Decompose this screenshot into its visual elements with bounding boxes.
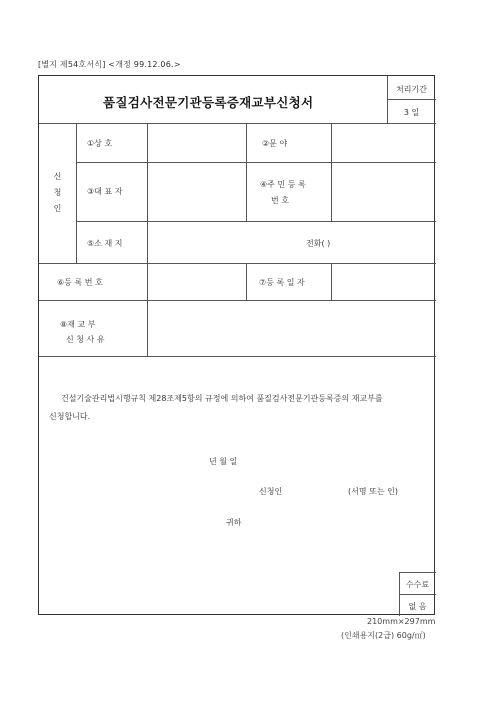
row-divider-1 bbox=[76, 162, 436, 163]
fee-divider bbox=[399, 594, 436, 595]
fee-label: 수수료 bbox=[405, 580, 430, 589]
processing-divider bbox=[387, 99, 436, 100]
row-divider-2 bbox=[76, 221, 436, 222]
applicant-label-2: 청 bbox=[53, 188, 62, 197]
processing-period-value: 3 일 bbox=[403, 108, 420, 117]
row-divider-4 bbox=[39, 300, 436, 301]
application-form bbox=[38, 75, 435, 615]
value-col-divider-mid bbox=[246, 123, 247, 221]
processing-period-label: 처리기간 bbox=[396, 85, 427, 94]
applicant-signature-label: 신청인 bbox=[259, 487, 283, 496]
resident-number-label-2: 번 호 bbox=[271, 196, 289, 205]
fee-top-divider bbox=[399, 572, 436, 573]
label-col-divider-right-2 bbox=[331, 263, 332, 300]
label-col-divider-left bbox=[147, 123, 148, 356]
phone-label: 전화( ) bbox=[306, 239, 331, 248]
row-divider-3 bbox=[39, 263, 436, 264]
statement-text: 건설기술관리법시행규칙 제28조제5항의 규정에 의하여 품질검사전문기관등록증의 재교부를 bbox=[61, 394, 383, 403]
representative-label: ③대 표 자 bbox=[87, 187, 123, 196]
paper-size: 210mm×297mm bbox=[367, 617, 436, 626]
resident-number-label: ④주 민 등 록 bbox=[260, 180, 306, 189]
name-label: ②문 야 bbox=[262, 139, 288, 148]
reissue-reason-label-2: 신 청 사 유 bbox=[66, 335, 105, 344]
reissue-reason-label-1: ⑧재 교 부 bbox=[60, 320, 96, 329]
applicant-label-1: 신 bbox=[53, 172, 62, 181]
date-line: 년 월 일 bbox=[209, 457, 238, 466]
title-row-divider bbox=[39, 123, 436, 124]
signature-or-seal: (서명 또는 인) bbox=[348, 487, 398, 496]
value-col-divider-mid-2 bbox=[246, 263, 247, 300]
applicant-col-divider bbox=[76, 123, 77, 263]
registration-number-label: ⑥등 록 번 호 bbox=[57, 278, 103, 287]
label-col-divider-right bbox=[331, 123, 332, 221]
fee-value: 없 음 bbox=[408, 602, 427, 611]
statement-text-2: 신청합니다. bbox=[49, 412, 91, 421]
form-number-note: [별지 제54호서식] <개정 99.12.06.> bbox=[38, 60, 181, 69]
addressee: 귀하 bbox=[226, 518, 242, 527]
trade-name-label: ①상 호 bbox=[87, 139, 113, 148]
address-label: ⑤소 재 지 bbox=[87, 239, 123, 248]
form-title: 품질검사전문기관등록증재교부신청서 bbox=[103, 95, 314, 110]
registration-date-label: ⑦등 록 일 자 bbox=[259, 278, 305, 287]
row-divider-5 bbox=[39, 356, 436, 357]
applicant-label-3: 인 bbox=[53, 204, 62, 213]
paper-spec: (인쇄용지(2급) 60g/㎡) bbox=[341, 631, 426, 640]
